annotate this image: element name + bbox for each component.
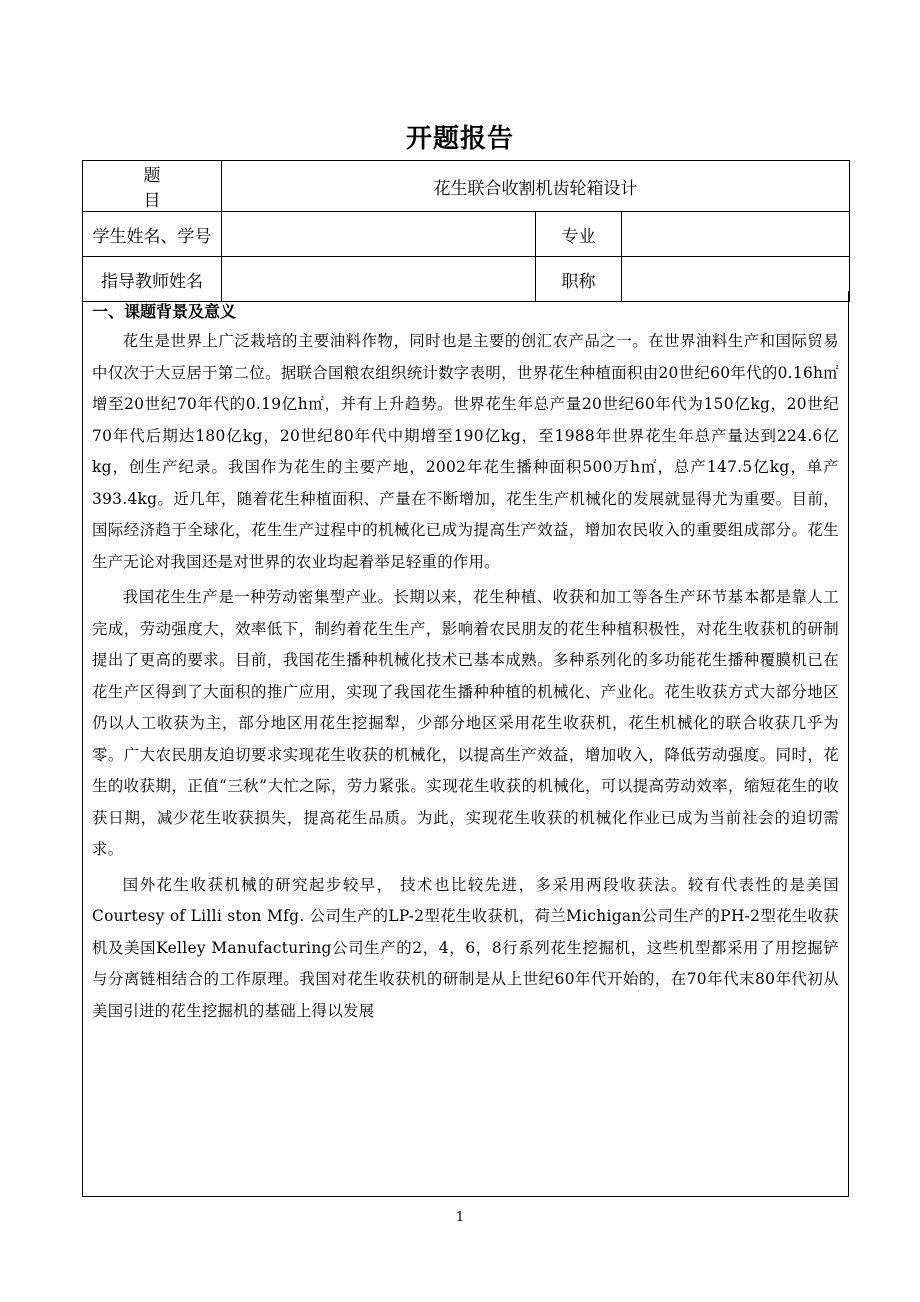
paragraph-1: 花生是世界上广泛栽培的主要油料作物，同时也是主要的创汇农产品之一。在世界油料生产和国际贸易中仅次于大豆居于第二位。据联合国粮农组织统计数字表明，世界花生种植面积由20世纪60年代的0.16h㎡增至20世纪70年代的0.19亿h㎡，并有上升趋势。世界花生年总产量20世纪60年代为150亿kg，20世纪70年代后期达180亿kg，20世纪80年代中期增至190亿kg，至1988年世界花生年总产量达到224.6亿kg，创生产纪录。我国作为花生的主要产地，2002年花生播种面积500万h㎡，总产147.5亿kg，单产393.4kg。近几年，随着花生种植面积、产量在不断增加，花生生产机械化的发展就显得尤为重要。目前，国际经济趋于全球化，花生生产过程中的机械化已成为提高生产效益，增加农民收入的重要组成部分。花生生产无论对我国还是对世界的农业均起着举足轻重的作用。 (92, 332, 839, 571)
major-label: 专业 (536, 212, 622, 257)
title-rank-label: 职称 (536, 257, 622, 302)
topic-value: 花生联合收割机齿轮箱设计 (222, 161, 850, 212)
content-cell (82, 291, 849, 1197)
info-table (82, 160, 850, 302)
student-name-id-value[interactable] (222, 212, 536, 257)
section-heading: 一、课题背景及意义 (92, 302, 237, 321)
document-title: 开题报告 (405, 124, 514, 154)
student-name-id-label: 学生姓名、学号 (83, 212, 222, 257)
paragraph-3: 国外花生收获机械的研究起步较早， 技术也比较先进，多采用两段收获法。较有代表性的是美国Courtesy of Lilli ston Mfg. 公司生产的LP-2型花生收获机，荷兰Michigan公司生产的PH-2型花生收获机及美国Kelley Manufacturing公司生产的2，4，6，8行系列花生挖掘机，这些机型都采用了用挖掘铲与分离链相结合的工作原理。我国对花生收获机的研制是从上世纪60年代开始的，在70年代末80年代初从美国引进的花生挖掘机的基础上得以发展 (92, 875, 839, 1020)
topic-label: 题 目 (83, 161, 222, 212)
paragraph-2: 我国花生生产是一种劳动密集型产业。长期以来，花生种植、收获和加工等各生产环节基本都是靠人工完成，劳动强度大，效率低下，制约着花生生产，影响着农民朋友的花生种植积极性，对花生收获机的研制提出了更高的要求。目前，我国花生播种机械化技术已基本成熟。多种系列化的多功能花生播种覆膜机已在花生产区得到了大面积的推广应用，实现了我国花生播种种植的机械化、产业化。花生收获方式大部分地区仍以人工收获为主，部分地区用花生挖掘犁，少部分地区采用花生收获机，花生机械化的联合收获几乎为零。广大农民朋友迫切要求实现花生收获的机械化，以提高生产效益，增加收入，降低劳动强度。同时，花生的收获期，正值“三秋”大忙之际，劳力紧张。实现花生收获的机械化，可以提高劳动效率，缩短花生的收获日期，减少花生收获损失，提高花生品质。为此，实现花生收获的机械化作业已成为当前社会的迫切需求。 (92, 588, 839, 858)
advisor-name-label: 指导教师姓名 (83, 257, 222, 302)
page-number: 1 (455, 1210, 465, 1225)
major-value[interactable] (622, 212, 850, 257)
